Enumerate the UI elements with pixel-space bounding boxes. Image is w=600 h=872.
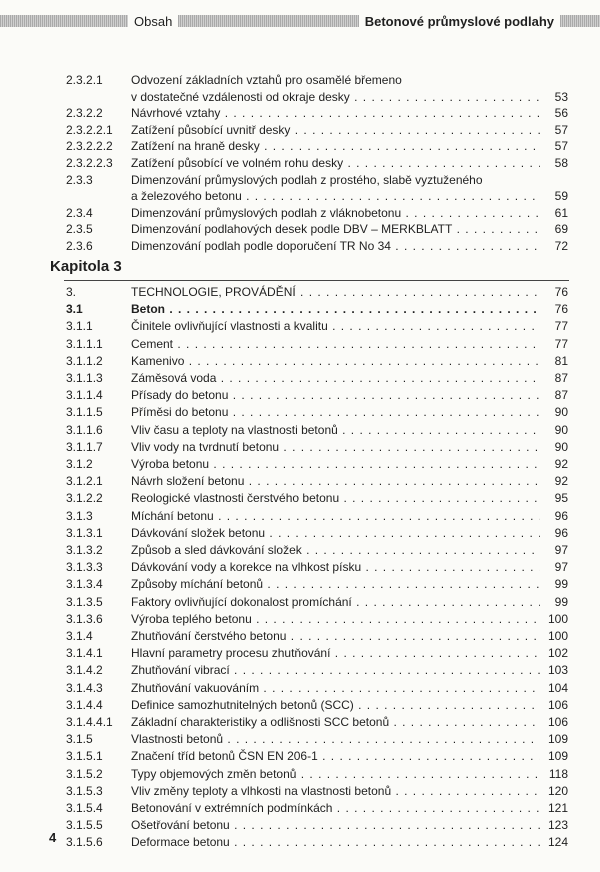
entry-title: Zhutňování vakuováním . . .	[131, 680, 540, 697]
toc-entry	[0, 439, 600, 456]
toc-entry	[0, 628, 600, 645]
entry-page: 109	[547, 749, 568, 764]
toc-entry	[0, 490, 600, 507]
entry-title: Hlavní parametry procesu zhutňování . . .	[131, 645, 540, 662]
toc-entry	[0, 404, 600, 421]
entry-title: Návrh složení betonu . . .	[131, 473, 540, 490]
toc-entry	[0, 122, 600, 139]
entry-page: 121	[547, 801, 568, 815]
entry-page: 118	[548, 766, 568, 781]
entry-number: 3.1	[66, 302, 83, 317]
entry-title: Zatížení působící uvnitř desky . . .	[131, 122, 540, 139]
entry-title: Vliv změny teploty a vlhkosti na vlastnosti betonů . . .	[131, 783, 540, 800]
entry-title: Cement . . .	[131, 336, 540, 353]
entry-number: 3.1.4.3	[66, 680, 103, 695]
entry-number: 3.1.2	[66, 457, 93, 471]
toc-entry	[0, 336, 600, 353]
entry-page: 57	[554, 139, 568, 154]
entry-number: 2.3.2.1	[66, 73, 103, 87]
entry-title: Výroba teplého betonu . . .	[131, 611, 540, 628]
entry-title: Způsoby míchání betonů . . .	[131, 576, 540, 593]
entry-title: Příměsi do betonu . . .	[131, 404, 540, 421]
entry-page: 90	[554, 405, 568, 420]
entry-number: 3.1.5.3	[66, 783, 103, 798]
entry-number: 3.1.5.4	[66, 801, 103, 815]
toc-entry	[0, 680, 600, 697]
entry-title: Definice samozhutnitelných betonů (SCC) . . .	[131, 697, 540, 714]
entry-number: 3.1.3.5	[66, 594, 103, 609]
entry-page: 123	[547, 818, 568, 833]
toc-entry	[0, 559, 600, 576]
entry-title: Základní charakteristiky a odlišnosti SCC betonů . . .	[131, 714, 540, 731]
entry-title: Dimenzování podlah podle doporučení TR No 34 . . .	[131, 238, 540, 255]
entry-number: 3.1.1.6	[66, 422, 103, 437]
entry-number: 3.1.3.6	[66, 611, 103, 626]
entry-page: 96	[554, 525, 568, 540]
entry-number: 2.3.2.2	[66, 106, 103, 121]
entry-page: 58	[554, 156, 568, 170]
entry-number: 2.3.4	[66, 205, 93, 220]
entry-number: 3.1.3.3	[66, 560, 103, 575]
toc-entry	[0, 766, 600, 783]
toc-entry	[0, 525, 600, 542]
entry-page: 87	[554, 371, 568, 385]
entry-title: Výroba betonu . . .	[131, 456, 540, 473]
toc-entry	[0, 731, 600, 748]
entry-page: 53	[554, 89, 568, 104]
entry-title: Dimenzování průmyslových podlah z vláknobetonu . . .	[131, 205, 540, 222]
entry-page: 102	[547, 646, 568, 661]
entry-number: 3.1.5.5	[66, 818, 103, 833]
entry-number: 3.1.5.2	[66, 766, 103, 781]
toc-entry	[0, 89, 600, 106]
entry-number: 3.1.3.2	[66, 543, 103, 557]
entry-number: 3.	[66, 285, 77, 299]
toc-entry	[0, 714, 600, 731]
entry-title: Vlastnosti betonů . . .	[131, 731, 540, 748]
entry-page: 76	[554, 285, 568, 299]
toc-entry	[0, 318, 600, 335]
entry-title: Míchání betonu . . .	[131, 508, 540, 525]
entry-page: 87	[554, 388, 568, 403]
toc-entry	[0, 301, 600, 318]
toc-entry	[0, 834, 600, 851]
entry-number: 3.1.4.1	[66, 646, 103, 661]
toc-entry	[0, 172, 600, 189]
entry-number: 3.1.3.1	[66, 525, 103, 540]
entry-title: Typy objemových změn betonů . . .	[131, 766, 540, 783]
header-book-title: Betonové průmyslové podlahy	[359, 10, 560, 34]
entry-number: 2.3.6	[66, 239, 93, 253]
toc-entry	[0, 353, 600, 370]
chapter-heading: Kapitola 3	[50, 258, 122, 275]
entry-title: Činitele ovlivňující vlastnosti a kvalitu . . .	[131, 318, 540, 335]
entry-page: 81	[554, 353, 568, 368]
entry-number: 2.3.5	[66, 222, 93, 237]
entry-title: Betonování v extrémních podmínkách . . .	[131, 800, 540, 817]
entry-number: 3.1.1	[66, 319, 93, 334]
entry-number: 3.1.5.6	[66, 835, 103, 850]
toc-entry	[0, 387, 600, 404]
entry-number: 3.1.3.4	[66, 577, 103, 592]
entry-number: 3.1.2.2	[66, 491, 103, 506]
entry-page: 100	[547, 611, 568, 626]
entry-page: 96	[554, 508, 568, 523]
entry-title: v dostatečné vzdálenosti od okraje desky . . .	[131, 89, 540, 106]
entry-page: 77	[554, 319, 568, 334]
entry-title: Faktory ovlivňující dokonalost promíchání . . .	[131, 594, 540, 611]
entry-number: 3.1.4.2	[66, 663, 103, 678]
entry-title: Dimenzování podlahových desek podle DBV – MERKBLATT . . .	[131, 221, 540, 238]
toc-entry	[0, 800, 600, 817]
entry-number: 2.3.2.2.3	[66, 156, 113, 170]
toc-entry	[0, 238, 600, 255]
entry-title: Záměsová voda . . .	[131, 370, 540, 387]
toc-entry	[0, 456, 600, 473]
entry-number: 3.1.1.1	[66, 336, 103, 351]
entry-page: 124	[547, 835, 568, 850]
entry-title: Vliv času a teploty na vlastnosti betonů . . .	[131, 422, 540, 439]
entry-page: 97	[554, 560, 568, 575]
toc-entry	[0, 188, 600, 205]
entry-page: 97	[554, 543, 568, 557]
entry-number: 3.1.5.1	[66, 749, 103, 764]
toc-entry	[0, 748, 600, 765]
entry-page: 106	[547, 715, 568, 729]
toc-entry	[0, 72, 600, 89]
entry-page: 100	[547, 629, 568, 643]
entry-title: Ošetřování betonu . . .	[131, 817, 540, 834]
entry-page: 72	[554, 239, 568, 253]
entry-number: 3.1.1.3	[66, 371, 103, 385]
toc-entry	[0, 662, 600, 679]
entry-page: 61	[554, 205, 568, 220]
entry-page: 92	[554, 457, 568, 471]
entry-title: Dimenzování průmyslových podlah z prostého, slabě vyztuženého	[131, 172, 483, 187]
entry-number: 3.1.4.4.1	[66, 715, 113, 729]
toc-entry	[0, 576, 600, 593]
entry-title: Návrhové vztahy . . .	[131, 105, 540, 122]
entry-page: 76	[554, 302, 568, 317]
entry-title: Zatížení působící ve volném rohu desky . . .	[131, 155, 540, 172]
entry-number: 3.1.1.7	[66, 439, 103, 454]
toc-entry	[0, 221, 600, 238]
toc-entry	[0, 473, 600, 490]
entry-page: 90	[554, 422, 568, 437]
entry-title: Dávkování vody a korekce na vlhkost písku . . .	[131, 559, 540, 576]
entry-page: 57	[554, 122, 568, 137]
entry-number: 2.3.3	[66, 172, 93, 187]
entry-number: 3.1.2.1	[66, 474, 103, 489]
toc-entry	[0, 205, 600, 222]
entry-page: 69	[554, 222, 568, 237]
toc-entry	[0, 138, 600, 155]
toc-entry	[0, 370, 600, 387]
entry-title: Zhutňování vibrací . . .	[131, 662, 540, 679]
entry-title: Deformace betonu . . .	[131, 834, 540, 851]
entry-title: Reologické vlastnosti čerstvého betonu . . .	[131, 490, 540, 507]
entry-number: 2.3.2.2.2	[66, 139, 113, 154]
toc-entry	[0, 284, 600, 301]
toc-entry	[0, 422, 600, 439]
toc-entry	[0, 783, 600, 800]
toc-entry	[0, 594, 600, 611]
entry-title: Zatížení na hraně desky . . .	[131, 138, 540, 155]
entry-title: Kamenivo . . .	[131, 353, 540, 370]
entry-number: 3.1.3	[66, 508, 93, 523]
toc-entry	[0, 155, 600, 172]
entry-number: 3.1.4	[66, 629, 93, 643]
chapter-rule	[64, 280, 569, 281]
entry-title: Vliv vody na tvrdnutí betonu . . .	[131, 439, 540, 456]
toc-entry	[0, 105, 600, 122]
entry-page: 120	[547, 783, 568, 798]
toc-entry	[0, 542, 600, 559]
entry-title: Odvození základních vztahů pro osamělé břemeno	[131, 73, 402, 87]
entry-title: a železového betonu . . .	[131, 188, 540, 205]
entry-page: 90	[554, 439, 568, 454]
entry-page: 103	[547, 663, 568, 678]
entry-page: 95	[554, 491, 568, 506]
entry-page: 99	[554, 577, 568, 592]
entry-number: 3.1.1.2	[66, 353, 103, 368]
entry-page: 104	[547, 680, 568, 695]
entry-page: 92	[554, 474, 568, 489]
entry-page: 106	[547, 697, 568, 712]
entry-number: 3.1.1.4	[66, 388, 103, 403]
entry-number: 3.1.5	[66, 732, 93, 747]
entry-page: 59	[554, 189, 568, 204]
entry-number: 3.1.1.5	[66, 405, 103, 420]
entry-page: 109	[547, 732, 568, 747]
toc-entry	[0, 645, 600, 662]
toc-entry	[0, 697, 600, 714]
toc-entry	[0, 611, 600, 628]
entry-title: Značení tříd betonů ČSN EN 206-1 . . .	[131, 748, 540, 765]
toc-entry	[0, 817, 600, 834]
toc-entry	[0, 508, 600, 525]
entry-title: TECHNOLOGIE, PROVÁDĚNÍ . . .	[131, 284, 540, 301]
entry-title: Zhutňování čerstvého betonu . . .	[131, 628, 540, 645]
entry-title: Beton . . .	[131, 301, 540, 318]
entry-title: Způsob a sled dávkování složek . . .	[131, 542, 540, 559]
entry-number: 2.3.2.2.1	[66, 122, 113, 137]
entry-title: Dávkování složek betonu . . .	[131, 525, 540, 542]
entry-number: 3.1.4.4	[66, 697, 103, 712]
entry-title: Přísady do betonu . . .	[131, 387, 540, 404]
entry-page: 56	[554, 106, 568, 121]
page-number: 4	[49, 830, 57, 845]
header-section-label: Obsah	[128, 10, 178, 34]
entry-page: 77	[554, 336, 568, 351]
entry-page: 99	[554, 594, 568, 609]
